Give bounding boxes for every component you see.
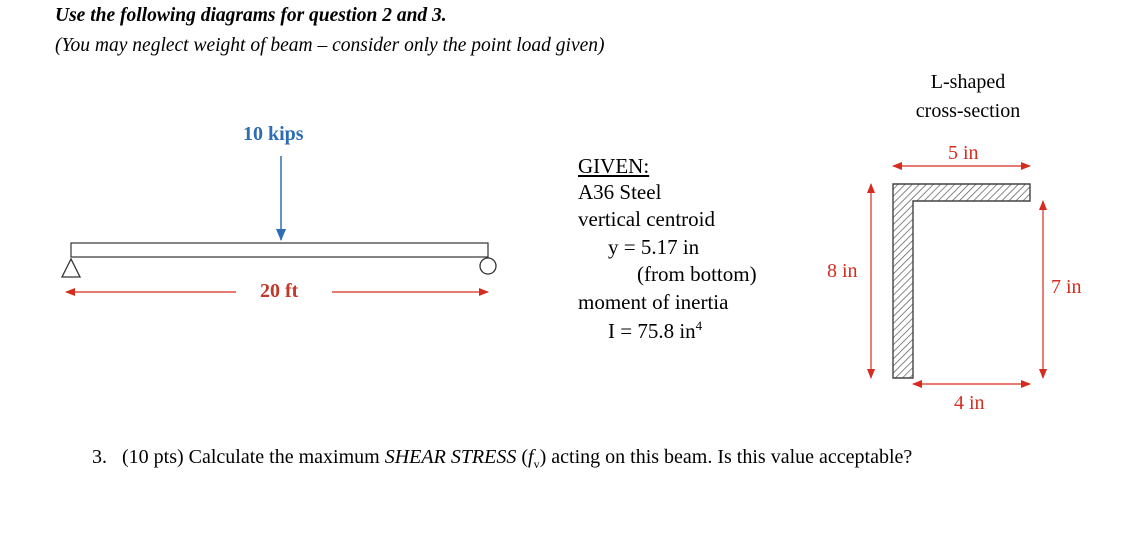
question-number: 3.: [92, 446, 107, 468]
given-inertia-label: moment of inertia: [578, 290, 729, 314]
instruction-heading: Use the following diagrams for question 2 and 3.: [55, 5, 447, 26]
shear-symbol-subscript: v: [533, 457, 540, 471]
given-centroid-label: vertical centroid: [578, 207, 716, 231]
pin-support: [62, 259, 80, 277]
given-centroid-reference: (from bottom): [637, 262, 757, 286]
given-centroid-value: y = 5.17 in: [608, 235, 700, 259]
given-material: A36 Steel: [578, 180, 662, 204]
cross-section-title-line1: L-shaped: [930, 71, 1006, 93]
cross-section-title: [883, 68, 1053, 126]
load-label: 10 kips: [243, 123, 304, 145]
bottom-width-label: 4 in: [954, 392, 985, 414]
symbol-close: ): [539, 446, 547, 468]
l-cross-section: [893, 184, 1030, 378]
roller-support: [480, 258, 496, 274]
question-rest: acting on this beam. Is this value acceptable?: [551, 446, 913, 468]
shear-symbol: f: [528, 446, 534, 468]
beam: [71, 243, 488, 257]
question-term: SHEAR STRESS: [384, 446, 517, 468]
question-3: [92, 446, 912, 472]
right-height-label: 7 in: [1051, 276, 1082, 298]
instruction-note: (You may neglect weight of beam – consider only the point load given): [55, 35, 605, 56]
cross-section-title-line2: cross-section: [915, 100, 1021, 122]
top-width-label: 5 in: [948, 142, 979, 164]
given-inertia-value: I = 75.8 $in^4$: [608, 318, 703, 343]
given-title: GIVEN:: [578, 154, 650, 178]
symbol-open: (: [521, 446, 529, 468]
span-label: 20 ft: [260, 280, 299, 302]
left-height-label: 8 in: [827, 260, 858, 282]
question-points: (10 pts) Calculate the maximum: [122, 446, 380, 468]
inertia-exponent: 4: [695, 318, 703, 333]
